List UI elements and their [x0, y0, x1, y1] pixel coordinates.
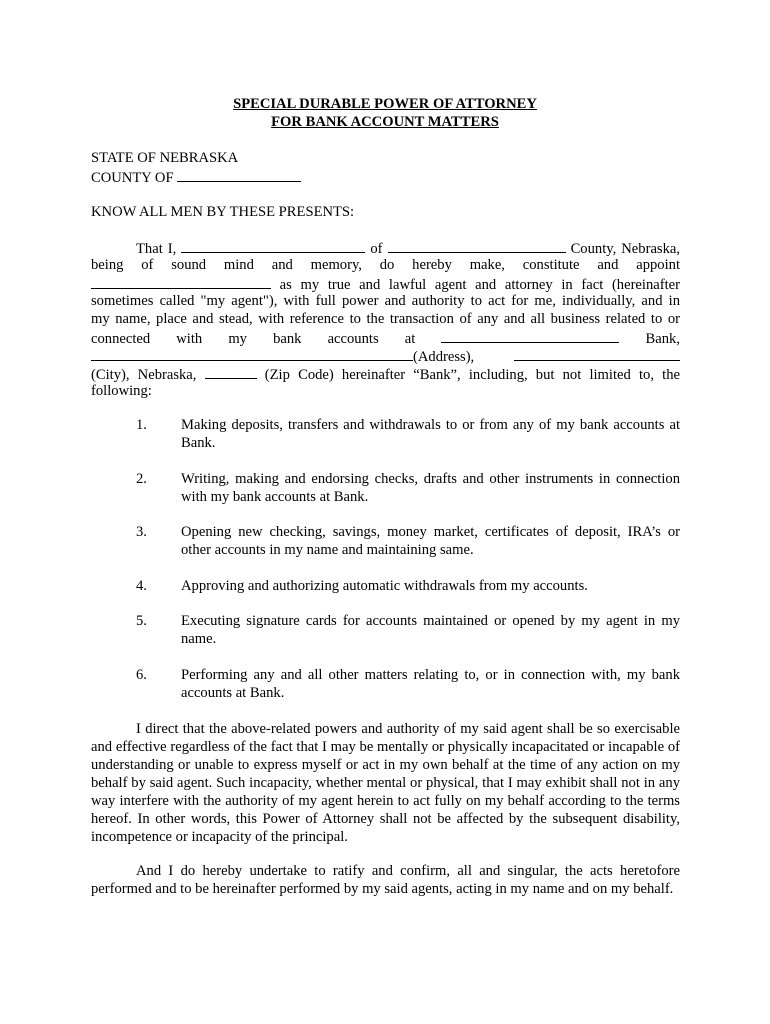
- address-text: (Address),: [413, 349, 475, 365]
- intro-line-3: [91, 274, 680, 294]
- item-number: 2.: [136, 471, 147, 487]
- county-label: COUNTY OF: [91, 170, 174, 186]
- intro-line-7: [91, 346, 680, 366]
- intro-line-4: sometimes called "my agent"), with full power and authority to act for me, individually, and in: [91, 293, 680, 309]
- zip-code-blank[interactable]: [205, 364, 257, 379]
- item-text: Approving and authorizing automatic withdrawals from my accounts.: [181, 578, 588, 594]
- item-text: Executing signature cards for accounts maintained or opened by my agent in my name.: [181, 613, 680, 647]
- document-title-line-2: FOR BANK ACCOUNT MATTERS: [271, 114, 499, 130]
- document-title-line-1: SPECIAL DURABLE POWER OF ATTORNEY: [233, 96, 537, 112]
- intro-line-3-text: as my true and lawful agent and attorney in fact (hereinafter: [279, 277, 680, 293]
- intro-line-6: [91, 328, 680, 348]
- item-number: 4.: [136, 578, 147, 594]
- agent-name-blank[interactable]: [91, 274, 271, 289]
- county-line: [91, 167, 301, 187]
- item-text: Opening new checking, savings, money market, certificates of deposit, IRA’s or other accounts in my name and maintaining same.: [181, 524, 680, 558]
- principal-county-blank[interactable]: [388, 238, 566, 253]
- principal-name-blank[interactable]: [181, 238, 365, 253]
- item-number: 3.: [136, 524, 147, 540]
- ratify-paragraph: And I do hereby undertake to ratify and confirm, all and singular, the acts heretofore performed and to be hereinafter performed by my said agents, acting in my name and on my behalf.: [91, 863, 680, 897]
- intro-line-5: my name, place and stead, with reference to the transaction of any and all business related to or: [91, 311, 680, 327]
- of-text: of: [370, 241, 383, 257]
- city-nebraska-text: (City), Nebraska,: [91, 367, 197, 383]
- know-all-line: KNOW ALL MEN BY THESE PRESENTS:: [91, 204, 355, 220]
- intro-line-2: being of sound mind and memory, do hereby make, constitute and appoint: [91, 257, 680, 273]
- intro-line-1: [136, 238, 680, 258]
- direction-paragraph: I direct that the above-related powers and authority of my said agent shall be so exercisable and effective regardless of the fact that I may be mentally or physically incapacitated or incapable of understanding or unable to express myself or act in my own behalf at the time of any action on my behalf by said agent. Such incapacity, whether mental or physical, that I may exhibit shall not in any way interfere with the authority of my agent herein to act fully on my behalf according to the terms hereof. In other words, this Power of Attorney shall not be affected by the subsequent disability, incompetence or incapacity of the principal.: [91, 721, 680, 845]
- county-nebraska-text: County, Nebraska,: [570, 241, 681, 257]
- item-text: Making deposits, transfers and withdrawals to or from any of my bank accounts at Bank.: [181, 417, 680, 451]
- item-number: 6.: [136, 667, 147, 683]
- item-text: Writing, making and endorsing checks, drafts and other instruments in connection with my bank accounts at Bank.: [181, 471, 680, 505]
- state-line: STATE OF NEBRASKA: [91, 150, 239, 166]
- intro-line-8: [91, 364, 680, 384]
- intro-line-9: following:: [91, 383, 152, 399]
- item-number: 1.: [136, 417, 147, 433]
- bank-city-blank[interactable]: [514, 346, 680, 361]
- item-number: 5.: [136, 613, 147, 629]
- county-blank[interactable]: [177, 167, 301, 182]
- intro-line-6-text: connected with my bank accounts at: [91, 331, 416, 347]
- bank-address-blank[interactable]: [91, 346, 413, 361]
- bank-name-blank[interactable]: [441, 328, 619, 343]
- item-text: Performing any and all other matters relating to, or in connection with, my bank accounts at Bank.: [181, 667, 680, 701]
- bank-text: Bank,: [645, 331, 680, 347]
- intro-line-8-text: (Zip Code) hereinafter “Bank”, including, but not limited to, the: [264, 367, 680, 383]
- that-i-text: That I,: [136, 241, 177, 257]
